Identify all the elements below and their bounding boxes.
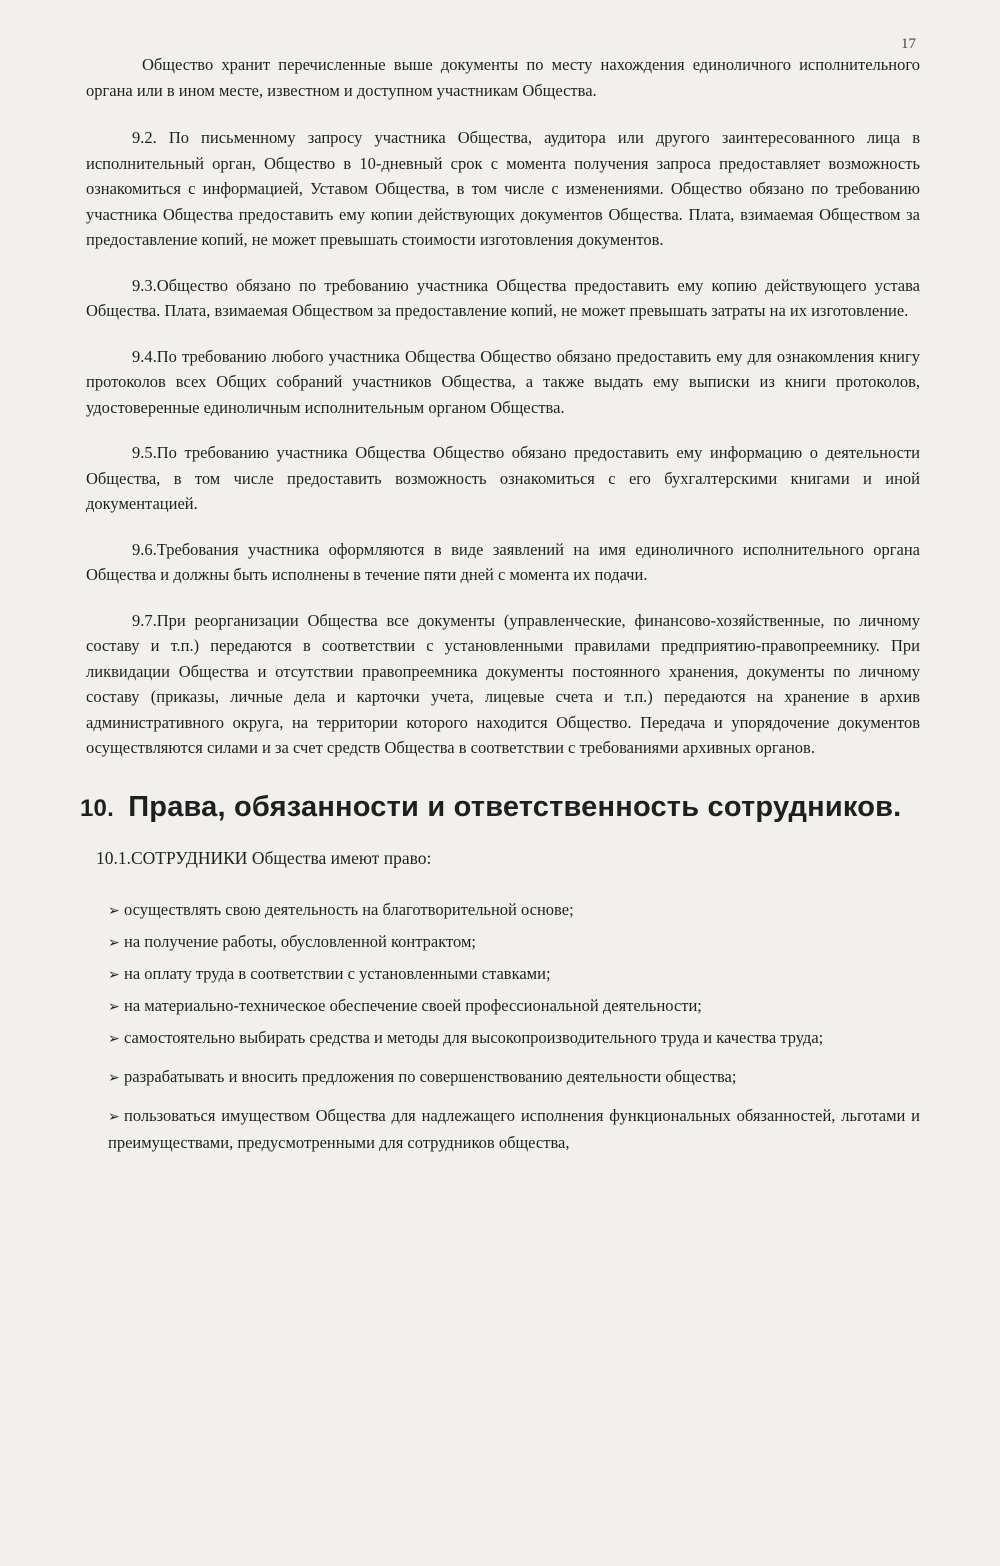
rights-list-item: ➢ пользоваться имуществом Общества для надлежащего исполнения функциональных обязанностей, льготами и преимуществами, предусмотренными для сотрудников общества, [108, 1105, 920, 1152]
arrow-bullet-icon: ➢ [108, 1069, 120, 1086]
paragraph-document-storage: Общество хранит перечисленные выше документы по месту нахождения единоличного исполнительного органа или в ином месте, известном и доступном участникам Общества. [86, 55, 920, 100]
rights-list-item: ➢ осуществлять свою деятельность на благотворительной основе; [86, 897, 920, 924]
page-number: 17 [901, 36, 916, 52]
paragraph-9-3: 9.3.Общество обязано по требованию участника Общества предоставить ему копию действующего устава Общества. Плата, взимаемая Обществом за предоставление копий, не может превышать затраты на их изготовление. [86, 275, 920, 320]
rights-list-item: ➢ на материально-техническое обеспечение своей профессиональной деятельности; [86, 993, 920, 1020]
section-10-number: 10. [80, 794, 114, 822]
paragraph-9-4: 9.4.По требованию любого участника Общества Общество обязано предоставить ему для ознакомления книгу протоколов всех Общих собраний участников Общества, а также выдать ему выписки из книги протоколов, удостоверенные единоличным исполнительным органом Общества. [86, 346, 920, 417]
paragraph-9-6: 9.6.Требования участника оформляются в виде заявлений на имя единоличного исполнительного органа Общества и должны быть исполнены в течение пяти дней с момента их подачи. [86, 539, 920, 584]
rights-list-item: ➢ разрабатывать и вносить предложения по совершенствованию деятельности общества; [86, 1064, 920, 1091]
paragraph-9-2: 9.2. По письменному запросу участника Общества, аудитора или другого заинтересованного лица в исполнительный орган, Общество в 10-дневный срок с момента получения запроса предоставляет возможность ознакомиться с информацией, Уставом Общества, в том числе с изменениями. Общество обязано по требованию участника Общества предоставить ему копии действующих документов Общества. Плата, взимаемая Обществом за предоставление копий, не может превышать стоимости изготовления документов. [86, 128, 920, 249]
rights-list-item: ➢ самостоятельно выбирать средства и методы для высокопроизводительного труда и качества труда; [86, 1025, 920, 1052]
paragraph-9-7: 9.7.При реорганизации Общества все документы (управленческие, финансово-хозяйственные, по личному составу и т.п.) передаются в соответствии с установленными правилами предприятию-правопреемнику. При ликвидации Общества и отсутствии правопреемника документы постоянного хранения, документы по личному составу (приказы, личные дела и карточки учета, лицевые счета и т.п.) передаются на хранение в архив административного округа, на территории которого находится Общество. Передача и упорядочение документов осуществляются силами и за счет средств Общества в соответствии с требованиями архивных органов. [86, 610, 920, 757]
arrow-bullet-icon: ➢ [108, 934, 120, 951]
rights-list-item: ➢ на оплату труда в соответствии с установленными ставками; [86, 961, 920, 988]
employee-rights-list [86, 897, 920, 1156]
section-10-heading [80, 791, 920, 824]
arrow-bullet-icon: ➢ [108, 966, 120, 983]
arrow-bullet-icon: ➢ [108, 902, 120, 919]
arrow-bullet-icon: ➢ [108, 1108, 120, 1125]
arrow-bullet-icon: ➢ [108, 998, 120, 1015]
rights-list-item: ➢ на получение работы, обусловленной контрактом; [86, 929, 920, 956]
paragraph-9-5: 9.5.По требованию участника Общества Общество обязано предоставить ему информацию о деятельности Общества, в том числе предоставить возможность ознакомиться с его бухгалтерскими книгами и иной документацией. [86, 443, 920, 513]
arrow-bullet-icon: ➢ [108, 1030, 120, 1047]
section-10-title: Права, обязанности и ответственность сотрудников. [128, 790, 902, 823]
section-10-1-subheading: 10.1.СОТРУДНИКИ Общества имеют право: [96, 847, 432, 868]
